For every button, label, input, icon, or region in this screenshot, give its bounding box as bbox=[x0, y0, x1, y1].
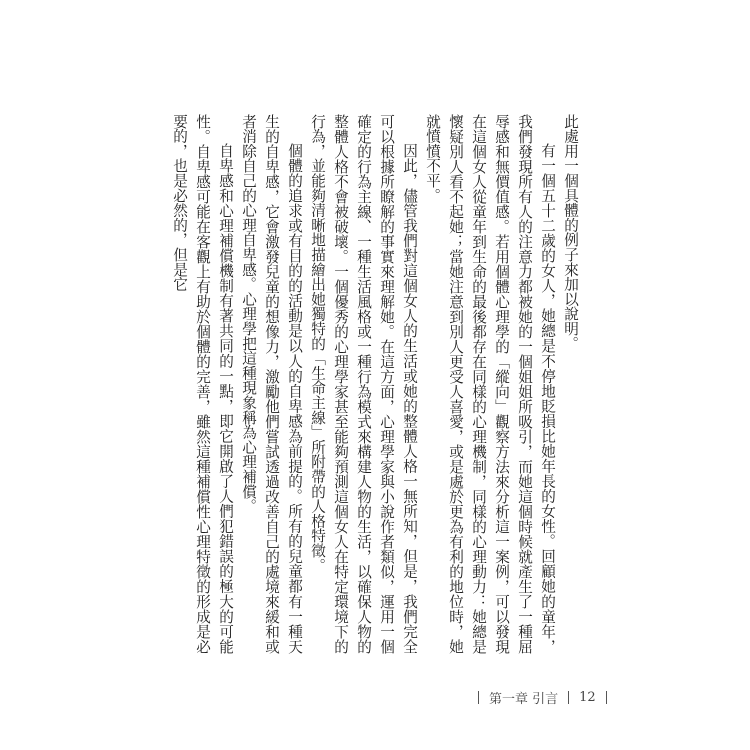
running-footer bbox=[478, 688, 617, 707]
footer-divider bbox=[606, 691, 607, 704]
paragraph-2: 有一個五十二歲的女人，她總是不停地貶損比她年長的女性。回顧她的童年，我們發現所有人的注意力都被她的一個姐姐所吸引，而她這個時候就產生了一種屈辱感和無價值感。若用個體心理學的「縱向」觀察方法來分析這一案例，可以發現在這個女人從童年到生命的最後都存在同樣的心理機制，同樣的心理動力：她總是懷疑別人看不起她；當她注意到別人更受人喜愛，或是處於更為有利的地位時，她就憤憤不平。 bbox=[424, 114, 556, 654]
paragraph-4: 個體的追求或有目的的活動是以人的自卑感為前提的。所有的兒童都有一種天生的自卑感，它會激發兒童的想像力，激勵他們嘗試透過改善自己的處境來緩和或者消除自己的心理自卑感。心理學把這種現象稱為心理補償。 bbox=[240, 114, 303, 654]
paragraph-1: 此處用一個具體的例子來加以說明。 bbox=[562, 114, 579, 351]
body-text bbox=[168, 114, 582, 654]
footer-divider bbox=[568, 691, 569, 704]
paragraph-3: 因此，儘管我們對這個女人的生活或她的整體人格一無所知，但是，我們完全可以根據所瞭解的事實來理解她。在這方面，心理學家與小說作者類似，運用一個確定的行為主線、一種生活風格或一種行為模式來構建人物的生活，以確保人物的整體人格不會被破壞。一個優秀的心理學家甚至能夠預測這個女人在特定環境下的行為，並能夠清晰地描繪出她獨特的「生命主線」所附帶的人格特徵。 bbox=[309, 114, 418, 654]
paragraph-5: 自卑感和心理補償機制有著共同的一點，即它開啟了人們犯錯誤的極大的可能性。自卑感可能在客觀上有助於個體的完善，雖然這種補償性心理特徵的形成是必要的，也是必然的，但是它 bbox=[171, 114, 234, 654]
footer-divider bbox=[478, 691, 479, 704]
chapter-title: 第一章 引言 bbox=[489, 692, 559, 707]
page-number: 12 bbox=[579, 690, 596, 705]
